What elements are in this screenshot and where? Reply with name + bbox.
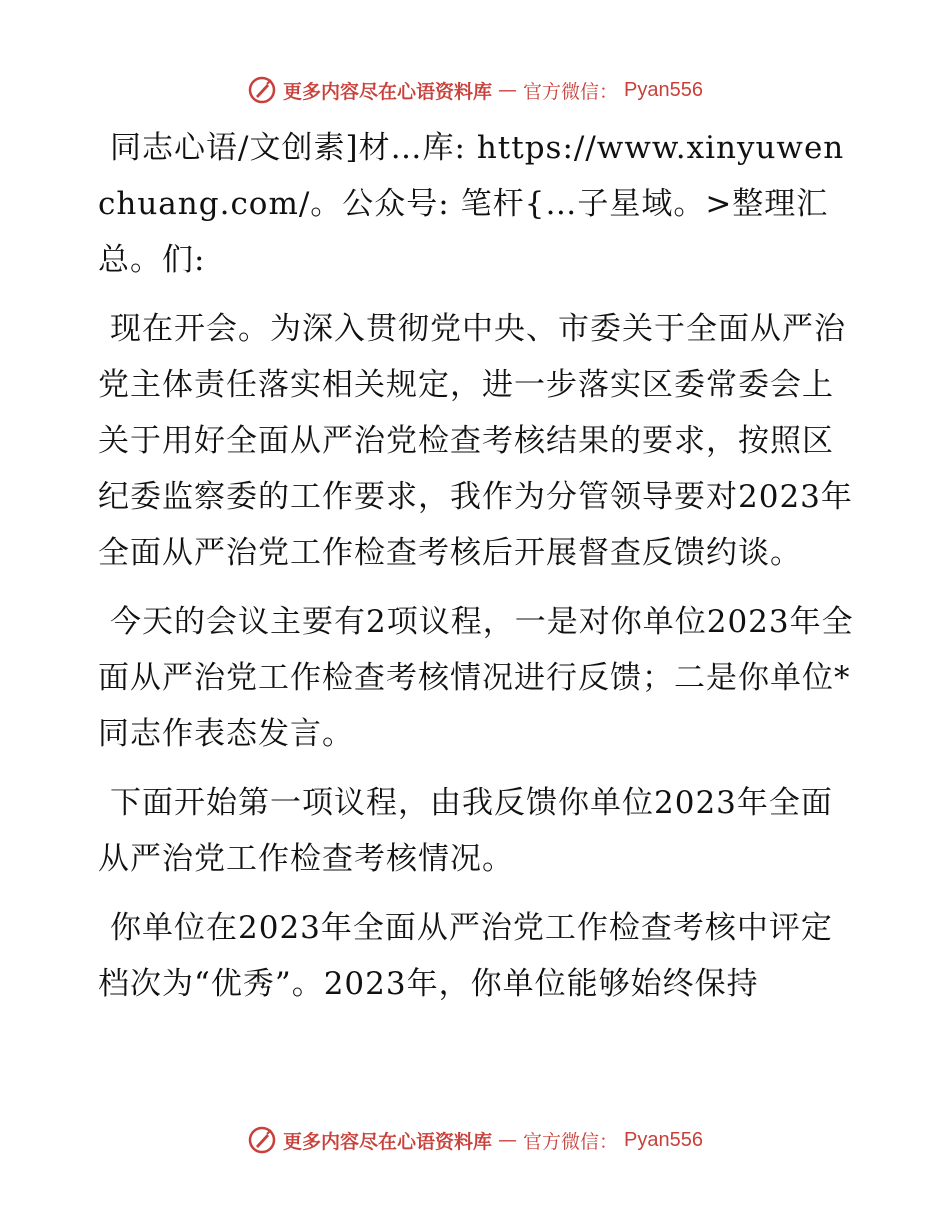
watermark-separator: —	[498, 79, 518, 101]
watermark-separator: —	[498, 1129, 518, 1151]
quill-pen-circle-icon	[247, 75, 277, 105]
watermark-footer	[0, 1120, 950, 1160]
watermark-wechat-id: Pyan556	[624, 78, 703, 101]
watermark-text: 更多内容尽在心语资料库	[283, 1130, 493, 1153]
paragraph: 今天的会议主要有2项议程，一是对你单位2023年全面从严治党工作检查考核情况进行反馈；二是你单位*同志作表态发言。	[98, 604, 854, 752]
paragraph: 你单位在2023年全面从严治党工作检查考核中评定档次为“优秀”。2023年，你单位能够始终保持	[98, 910, 833, 1002]
watermark-wechat-label: 官方微信：	[523, 1130, 619, 1153]
document-body	[98, 120, 858, 1025]
quill-pen-circle-icon	[247, 1125, 277, 1155]
watermark-text: 更多内容尽在心语资料库	[283, 80, 493, 103]
watermark-wechat-label: 官方微信：	[523, 80, 619, 103]
paragraph: 下面开始第一项议程，由我反馈你单位2023年全面从严治党工作检查考核情况。	[98, 785, 833, 877]
watermark-wechat-id: Pyan556	[624, 1128, 703, 1151]
watermark-header	[0, 70, 950, 110]
paragraph: 同志心语/文创素]材…库: https://www.xinyuwenchuang.com/。公众号: 笔杆{…子星域。>整理汇总。们:	[98, 130, 845, 278]
paragraph: 现在开会。为深入贯彻党中央、市委关于全面从严治党主体责任落实相关规定，进一步落实区委常委会上关于用好全面从严治党检查考核结果的要求，按照区纪委监察委的工作要求，我作为分管领导要对2023年全面从严治党工作检查考核后开展督查反馈约谈。	[98, 311, 853, 571]
